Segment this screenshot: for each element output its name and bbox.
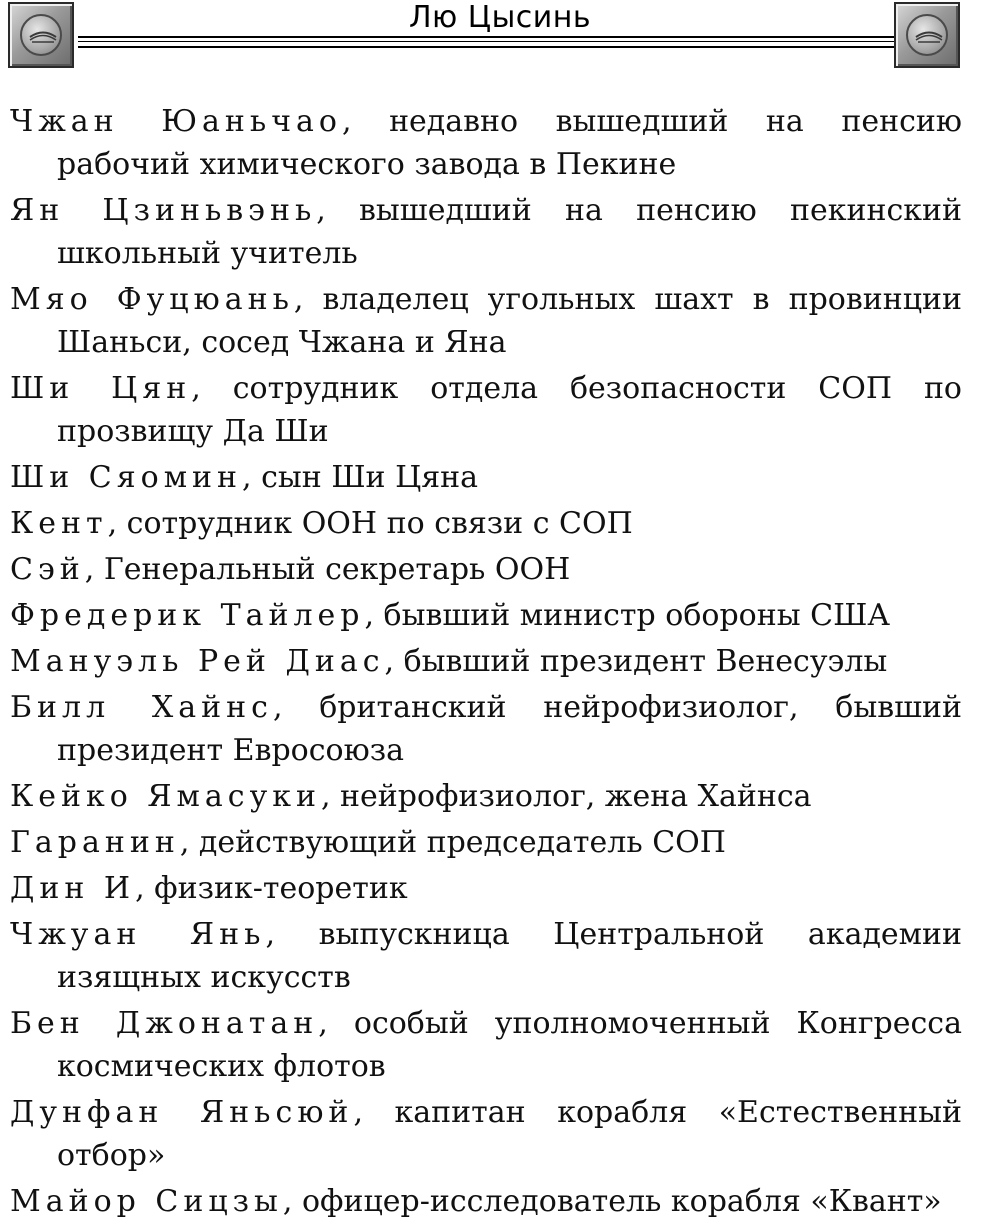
- character-name: Дунфан Яньсюй: [10, 1095, 354, 1130]
- character-description: , особый уполномоченный Конгресса космических флотов: [57, 1006, 962, 1084]
- character-description: , сотрудник ООН по связи с СОП: [107, 506, 633, 541]
- character-name: Фредерик Тайлер: [10, 598, 365, 633]
- character-entry: [10, 867, 962, 910]
- character-name: Бен Джонатан: [10, 1006, 319, 1041]
- character-entry: [10, 100, 962, 186]
- emblem-icon: [894, 2, 960, 68]
- character-description: , британский нейрофизиолог, бывший президент Евросоюза: [57, 690, 962, 768]
- character-name: Ян Цзиньвэнь: [10, 193, 317, 228]
- header-rule-top: [78, 36, 922, 38]
- character-description: , вышедший на пенсию пекинский школьный учитель: [57, 193, 962, 271]
- character-description: , нейрофизиолог, жена Хайнса: [320, 779, 812, 814]
- character-description: , Генеральный секретарь ООН: [84, 552, 571, 587]
- character-entry: [10, 278, 962, 364]
- character-description: , сотрудник отдела безопасности СОП по прозвищу Да Ши: [57, 371, 962, 449]
- character-list: [10, 100, 962, 1226]
- page-header: [0, 0, 1000, 80]
- running-header-title: Лю Цысинь: [408, 0, 592, 35]
- header-rule-bottom: [78, 46, 922, 48]
- character-entry: [10, 1180, 962, 1223]
- character-name: Ши Сяомин: [10, 460, 243, 495]
- character-name: Билл Хайнс: [10, 690, 273, 725]
- character-description: , капитан корабля «Естественный отбор»: [57, 1095, 963, 1173]
- character-description: , сын Ши Цяна: [242, 460, 479, 495]
- character-description: , физик-теоретик: [135, 871, 408, 906]
- character-description: , офицер-исследователь корабля «Квант»: [282, 1184, 942, 1219]
- header-rule-middle: [78, 41, 922, 42]
- character-name: Майор Сицзы: [10, 1184, 283, 1219]
- character-description: , владелец угольных шахт в провинции Шаньси, сосед Чжана и Яна: [57, 282, 962, 360]
- character-entry: [10, 640, 962, 683]
- character-entry: [10, 367, 962, 453]
- character-entry: [10, 821, 962, 864]
- character-description: , бывший президент Венесуэлы: [384, 644, 888, 679]
- character-name: Чжан Юаньчао: [10, 104, 342, 139]
- character-name: Сэй: [10, 552, 85, 587]
- character-entry: [10, 686, 962, 772]
- character-name: Гаранин: [10, 825, 180, 860]
- character-name: Кейко Ямасуки: [10, 779, 321, 814]
- character-name: Мяо Фуцюань: [10, 282, 294, 317]
- character-description: , выпускница Центральной академии изящных искусств: [57, 917, 962, 995]
- emblem-symbol-icon: [910, 18, 948, 56]
- character-entry: [10, 548, 962, 591]
- character-entry: [10, 775, 962, 818]
- character-name: Мануэль Рей Диас: [10, 644, 385, 679]
- character-entry: [10, 594, 962, 637]
- character-description: , недавно вышедший на пенсию рабочий химического завода в Пекине: [57, 104, 962, 182]
- character-entry: [10, 1002, 962, 1088]
- character-entry: [10, 1091, 962, 1177]
- character-name: Чжуан Янь: [10, 917, 266, 952]
- character-entry: [10, 189, 962, 275]
- character-name: Дин И: [10, 871, 136, 906]
- character-entry: [10, 913, 962, 999]
- character-description: , действующий председатель СОП: [179, 825, 726, 860]
- character-entry: [10, 456, 962, 499]
- character-name: Кент: [10, 506, 108, 541]
- character-name: Ши Цян: [10, 371, 192, 406]
- character-entry: [10, 502, 962, 545]
- character-description: , бывший министр обороны США: [364, 598, 891, 633]
